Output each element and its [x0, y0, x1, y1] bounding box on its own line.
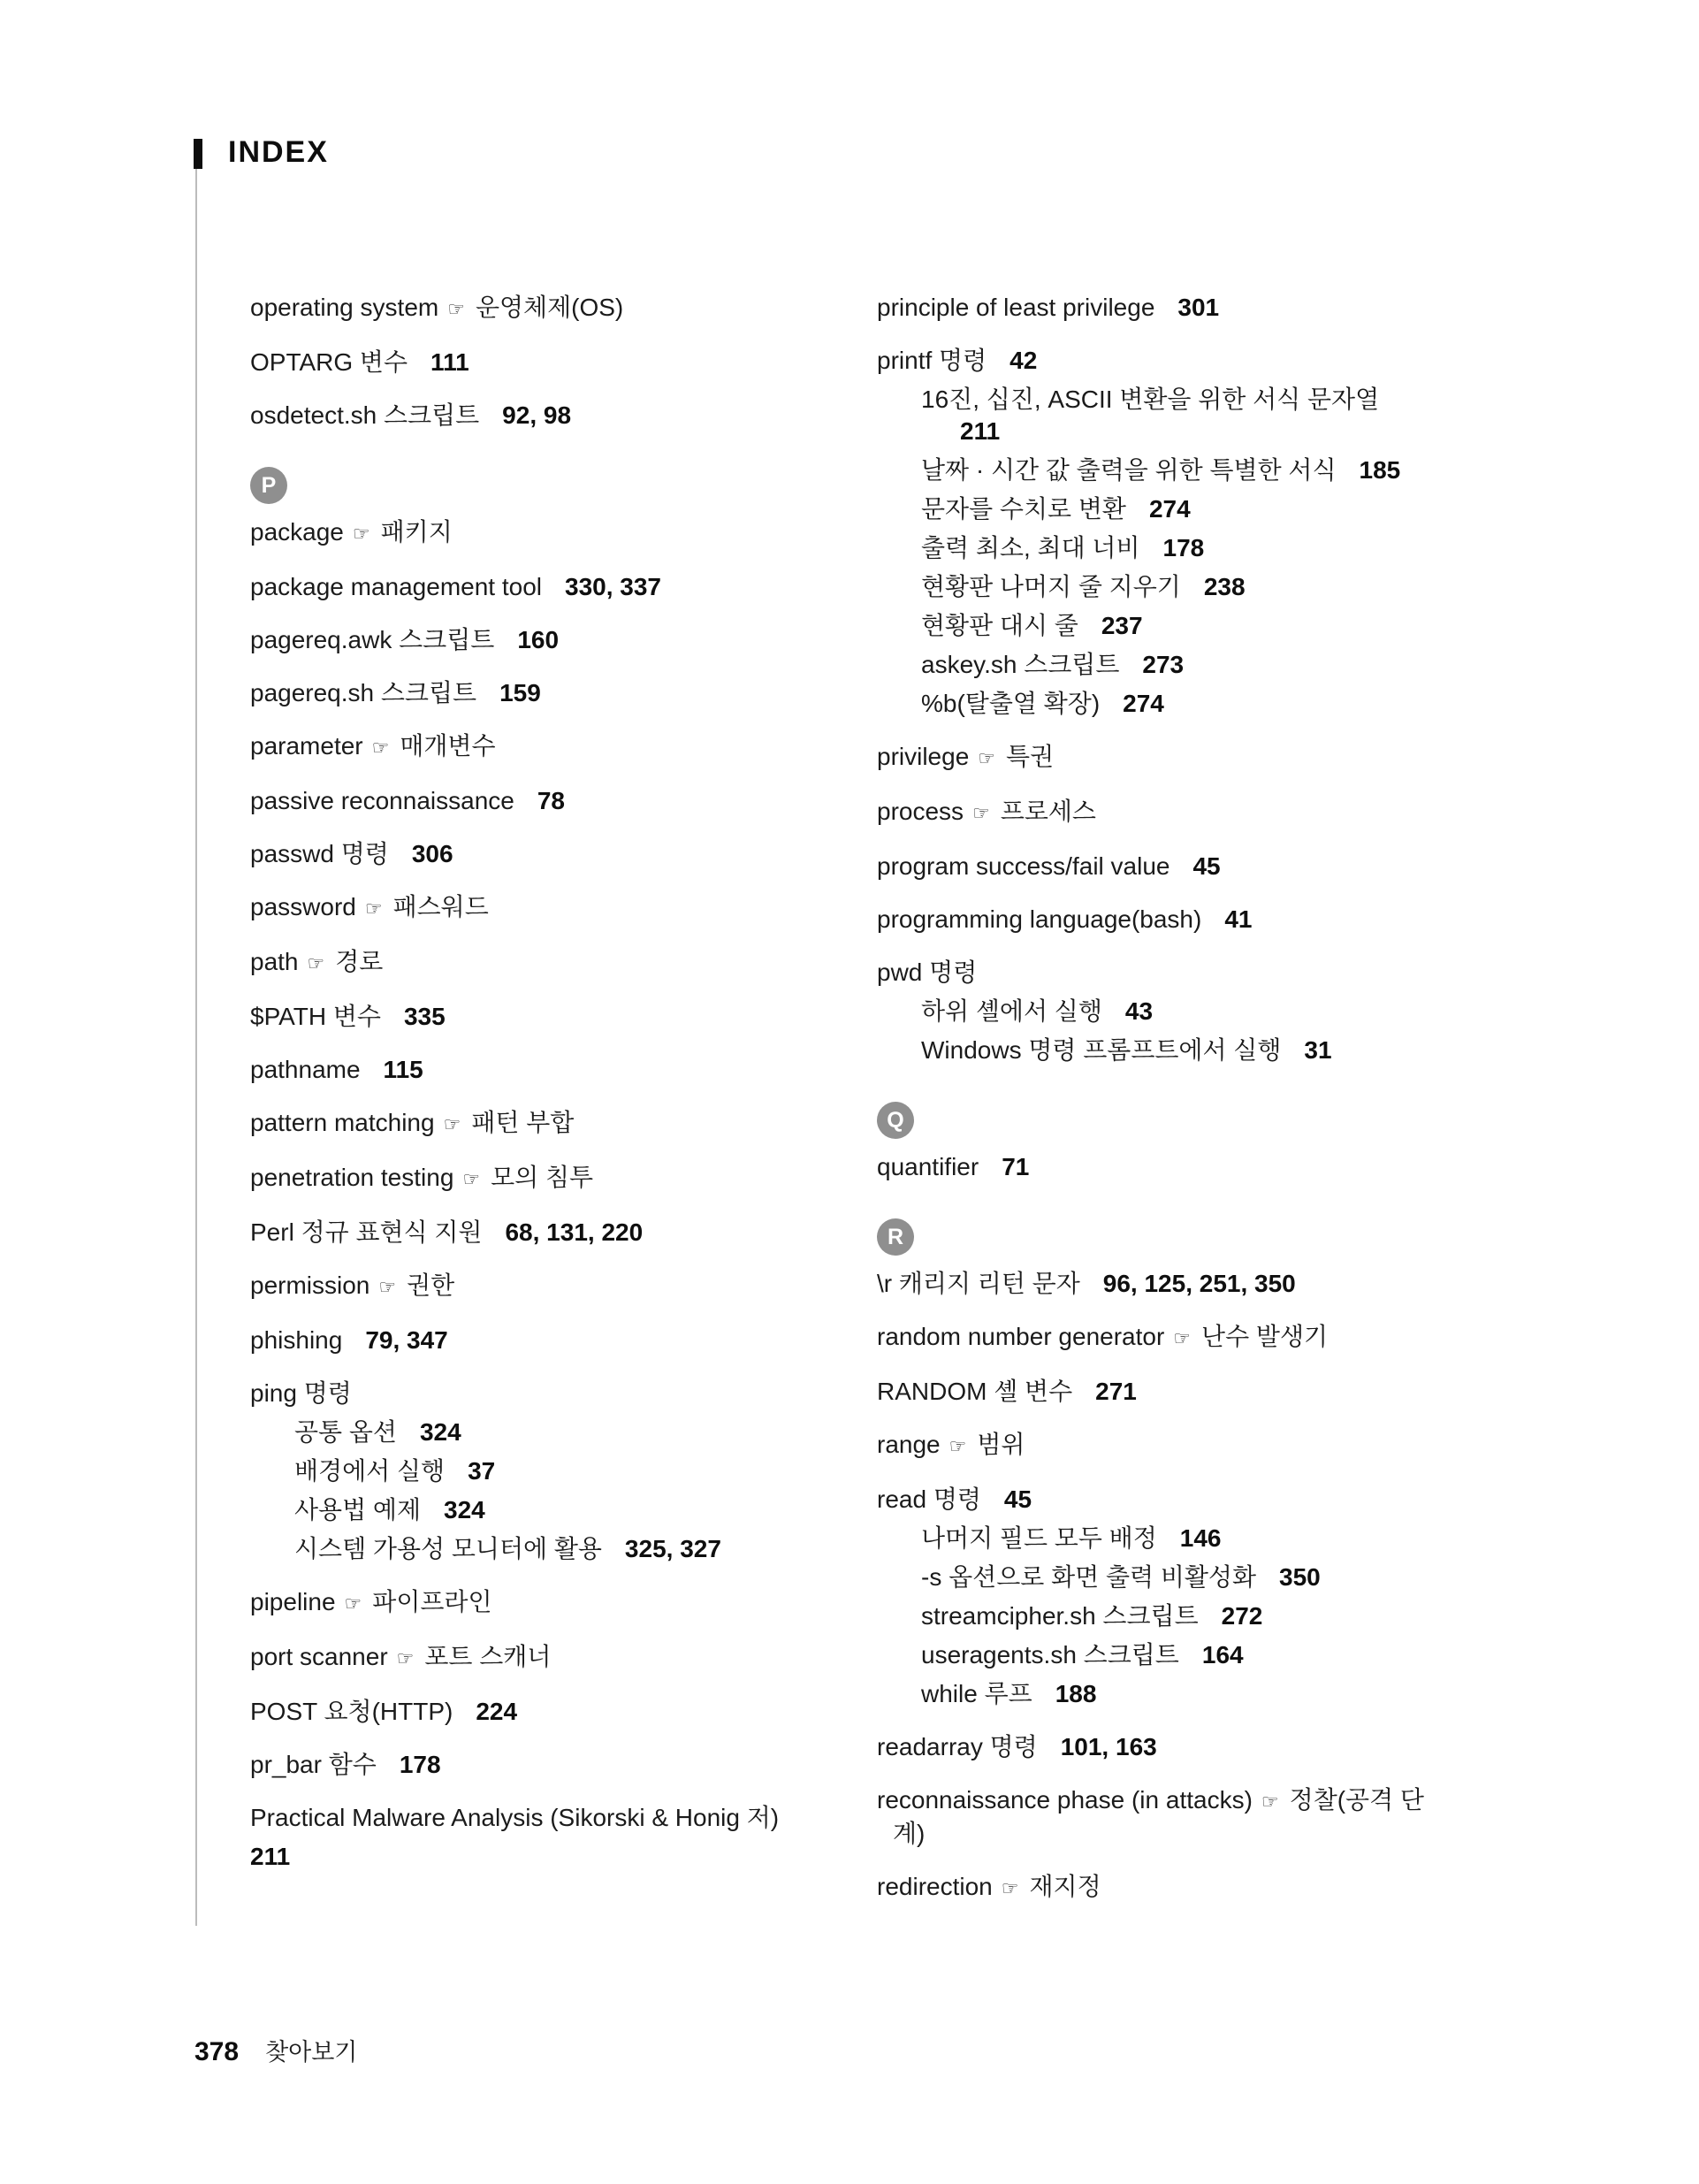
- entry-term: programming language(bash): [877, 905, 1202, 933]
- index-entry: [877, 741, 1429, 775]
- entry-term: POST 요청(HTTP): [250, 1698, 453, 1725]
- index-entry: [250, 1325, 838, 1356]
- cross-ref-icon: ☞: [972, 802, 990, 824]
- entry-pages: 185: [1359, 456, 1401, 484]
- entry-term: OPTARG 변수: [250, 348, 408, 376]
- entry-term: privilege: [877, 743, 970, 770]
- index-entry: [877, 292, 1429, 324]
- index-entry: [250, 1696, 838, 1728]
- subentry-group: [921, 1523, 1429, 1710]
- cross-ref-target: 포트 스캐너: [424, 1643, 552, 1670]
- index-entry: [250, 347, 838, 378]
- index-entry: [250, 1749, 838, 1781]
- entry-pages: 271: [1095, 1378, 1137, 1405]
- index-subentry: [921, 1523, 1429, 1554]
- index-entry: [877, 1268, 1429, 1300]
- index-entry: [877, 904, 1429, 935]
- entry-pages: 211: [960, 417, 1001, 445]
- section-letter: Q: [887, 1107, 904, 1133]
- entry-pages: 31: [1304, 1036, 1332, 1064]
- entry-term: 문자를 수치로 변환: [921, 495, 1126, 523]
- subentry-group: [921, 384, 1429, 720]
- index-entry: [250, 1054, 838, 1086]
- cross-ref-target: 모의 침투: [491, 1164, 594, 1191]
- cross-ref-icon: ☞: [949, 1435, 967, 1457]
- index-entry: [877, 1376, 1429, 1408]
- entry-term: random number generator: [877, 1323, 1165, 1350]
- entry-term: ping 명령: [250, 1379, 352, 1407]
- cross-ref-target: 매개변수: [400, 732, 496, 760]
- section-letter-circle: [877, 1218, 914, 1256]
- subentry-group: [921, 996, 1429, 1066]
- index-subentry: [921, 1678, 1429, 1710]
- entry-term: Practical Malware Analysis (Sikorski & Honig 저): [250, 1804, 780, 1831]
- page-title: INDEX: [228, 135, 329, 169]
- entry-pages: 115: [383, 1056, 423, 1083]
- vertical-rule: [195, 169, 197, 1926]
- entry-term: path: [250, 948, 299, 975]
- entry-pages: 45: [1003, 1485, 1032, 1513]
- entry-term: %b(탈출열 확장): [921, 690, 1101, 717]
- entry-term: Windows 명령 프롬프트에서 실행: [921, 1036, 1282, 1064]
- index-column-right: [877, 292, 1429, 1926]
- entry-pages: 96, 125, 251, 350: [1102, 1270, 1296, 1297]
- cross-ref-target: 파이프라인: [372, 1588, 492, 1615]
- entry-pages: 324: [444, 1496, 485, 1523]
- entry-term: while 루프: [921, 1680, 1032, 1707]
- index-subentry: [921, 1035, 1429, 1066]
- cross-ref-target: 정찰(공격 단계): [893, 1786, 1424, 1847]
- cross-ref-icon: ☞: [344, 1592, 362, 1615]
- entry-term: range: [877, 1431, 941, 1458]
- cross-ref-target: 경로: [335, 948, 384, 975]
- index-entry: [250, 624, 838, 656]
- entry-term: readarray 명령: [877, 1733, 1038, 1760]
- entry-pages: 273: [1142, 651, 1185, 678]
- cross-ref-icon: ☞: [447, 298, 465, 320]
- cross-ref-icon: ☞: [1173, 1327, 1192, 1349]
- cross-ref-target: 재지정: [1029, 1873, 1101, 1900]
- entry-term: 현황판 대시 줄: [921, 612, 1078, 639]
- entry-term: 공통 옵션: [294, 1418, 397, 1446]
- section-letter: P: [261, 472, 277, 498]
- cross-ref-target: 패턴 부합: [471, 1109, 575, 1136]
- entry-pages: 272: [1221, 1602, 1263, 1630]
- entry-term: pagereq.sh 스크립트: [250, 679, 477, 706]
- index-subentry: [921, 1600, 1429, 1632]
- entry-pages: 274: [1123, 690, 1164, 717]
- index-entry: [250, 400, 838, 431]
- entry-pages: 324: [419, 1418, 461, 1446]
- index-entry: [250, 677, 838, 709]
- footer-label: 찾아보기: [265, 2039, 358, 2066]
- entry-term: pwd 명령: [877, 958, 978, 986]
- entry-pages: 146: [1179, 1524, 1222, 1552]
- index-entry: [250, 292, 838, 325]
- section-letter-circle: [250, 467, 287, 504]
- entry-term: -s 옵션으로 화면 출력 비활성화: [921, 1563, 1257, 1591]
- entry-pages: 78: [537, 787, 565, 814]
- entry-term: parameter: [250, 732, 363, 760]
- entry-pages: 188: [1055, 1680, 1097, 1707]
- cross-ref-icon: ☞: [1001, 1877, 1019, 1899]
- index-entry: [250, 1641, 838, 1675]
- index-entry: [877, 957, 1429, 989]
- cross-ref-icon: ☞: [978, 747, 996, 769]
- entry-term: pagereq.awk 스크립트: [250, 626, 495, 653]
- entry-term: phishing: [250, 1326, 343, 1354]
- entry-pages: 43: [1124, 997, 1154, 1025]
- index-subentry: [921, 454, 1429, 486]
- index-entry: [250, 838, 838, 870]
- entry-term: printf 명령: [877, 347, 987, 374]
- index-entry: [877, 345, 1429, 377]
- cross-ref-icon: ☞: [462, 1168, 481, 1190]
- section-letter-circle: [877, 1102, 914, 1139]
- entry-term: package: [250, 518, 344, 546]
- index-entry: [877, 851, 1429, 882]
- entry-term: process: [877, 798, 964, 825]
- entry-pages: 37: [468, 1457, 496, 1485]
- entry-term: 현황판 나머지 줄 지우기: [921, 573, 1181, 600]
- index-subentry: [921, 649, 1429, 681]
- index-entry: [250, 571, 838, 603]
- cross-ref-icon: ☞: [378, 1276, 397, 1298]
- entry-term: pipeline: [250, 1588, 336, 1615]
- cross-ref-icon: ☞: [396, 1647, 415, 1669]
- index-entry: [877, 796, 1429, 829]
- cross-ref-icon: ☞: [364, 897, 383, 920]
- entry-pages: 159: [499, 679, 541, 706]
- entry-pages: 160: [517, 626, 560, 653]
- cross-ref-target: 패스워드: [392, 893, 489, 920]
- entry-term: operating system: [250, 294, 439, 321]
- index-entry: [250, 1107, 838, 1141]
- entry-pages: 335: [403, 1003, 446, 1030]
- entry-pages: 224: [476, 1698, 518, 1725]
- entry-pages: 238: [1203, 573, 1246, 600]
- cross-ref-target: 프로세스: [1000, 798, 1096, 825]
- entry-pages: 111: [430, 348, 469, 376]
- entry-pages: 330, 337: [565, 573, 661, 600]
- index-column-left: [250, 292, 838, 1894]
- entry-term: pathname: [250, 1056, 361, 1083]
- entry-pages: 211: [250, 1843, 291, 1870]
- entry-term: 날짜 · 시간 값 출력을 위한 특별한 서식: [921, 456, 1337, 484]
- index-entry: [877, 1871, 1429, 1905]
- index-entry: [250, 1378, 838, 1409]
- entry-pages: 41: [1224, 905, 1253, 933]
- entry-term: redirection: [877, 1873, 993, 1900]
- entry-pages: 178: [399, 1751, 441, 1778]
- cross-ref-icon: ☞: [352, 523, 370, 545]
- entry-term: Perl 정규 표현식 지원: [250, 1218, 483, 1246]
- entry-term: program success/fail value: [877, 852, 1170, 880]
- entry-term: penetration testing: [250, 1164, 454, 1191]
- entry-pages: 68, 131, 220: [505, 1218, 644, 1246]
- index-entry: [250, 516, 838, 550]
- entry-pages: 178: [1162, 534, 1205, 561]
- index-subentry: [294, 1455, 838, 1487]
- index-entry: [250, 1802, 838, 1834]
- index-subentry: [921, 571, 1429, 603]
- cross-ref-icon: ☞: [371, 737, 390, 759]
- page-footer: [194, 2036, 357, 2068]
- index-entry: [877, 1321, 1429, 1355]
- entry-pages: 71: [1002, 1153, 1030, 1180]
- index-subentry: [921, 996, 1429, 1027]
- cross-ref-target: 난수 발생기: [1201, 1323, 1329, 1350]
- entry-pages: 237: [1101, 612, 1143, 639]
- entry-pages: 42: [1009, 347, 1038, 374]
- index-entry: [250, 730, 838, 764]
- entry-pages: 274: [1148, 495, 1191, 523]
- cross-ref-icon: ☞: [307, 952, 325, 974]
- cross-ref-icon: ☞: [443, 1113, 461, 1135]
- cross-ref-target: 범위: [977, 1431, 1025, 1458]
- entry-term: streamcipher.sh 스크립트: [921, 1602, 1199, 1630]
- section-letter: R: [887, 1224, 904, 1249]
- index-entry: [250, 1162, 838, 1195]
- index-entry: [877, 1731, 1429, 1763]
- entry-pages-line: [250, 1841, 838, 1873]
- cross-ref-target: 특권: [1006, 743, 1055, 770]
- entry-term: password: [250, 893, 356, 920]
- index-subentry: [921, 1639, 1429, 1671]
- index-entry: [877, 1429, 1429, 1462]
- index-entry: [250, 1217, 838, 1249]
- entry-term: RANDOM 셸 변수: [877, 1378, 1073, 1405]
- entry-term: principle of least privilege: [877, 294, 1155, 321]
- cross-ref-target: 패키지: [380, 518, 453, 546]
- entry-pages: 92, 98: [502, 401, 572, 429]
- index-subentry: [921, 610, 1429, 642]
- index-entry: [877, 1151, 1429, 1183]
- entry-term: 배경에서 실행: [294, 1457, 446, 1485]
- entry-term: askey.sh 스크립트: [921, 651, 1120, 678]
- entry-term: osdetect.sh 스크립트: [250, 401, 480, 429]
- entry-pages: 301: [1177, 294, 1220, 321]
- entry-term: pattern matching: [250, 1109, 435, 1136]
- header-accent-bar: [194, 139, 202, 169]
- entry-term: 시스템 가용성 모니터에 활용: [294, 1535, 602, 1562]
- entry-pages: 101, 163: [1060, 1733, 1157, 1760]
- entry-term: passive reconnaissance: [250, 787, 514, 814]
- index-subentry: [921, 688, 1429, 720]
- entry-term: package management tool: [250, 573, 542, 600]
- index-entry: [250, 785, 838, 817]
- index-entry: [250, 1270, 838, 1303]
- index-entry: [877, 1484, 1429, 1516]
- entry-term: port scanner: [250, 1643, 388, 1670]
- entry-term: 하위 셸에서 실행: [921, 997, 1102, 1025]
- index-entry: [250, 891, 838, 925]
- entry-term: 16진, 십진, ASCII 변환을 위한 서식 문자열: [921, 386, 1380, 413]
- index-entry: [877, 1784, 1429, 1850]
- entry-pages: 350: [1279, 1563, 1321, 1591]
- index-subentry: [294, 1533, 838, 1565]
- index-subentry: [921, 493, 1429, 525]
- entry-term: quantifier: [877, 1153, 979, 1180]
- entry-pages: 306: [411, 840, 453, 867]
- index-subentry: [921, 384, 1429, 447]
- entry-term: permission: [250, 1271, 370, 1299]
- entry-pages: 79, 347: [365, 1326, 448, 1354]
- cross-ref-target: 운영체제(OS): [475, 294, 624, 321]
- entry-term: pr_bar 함수: [250, 1751, 377, 1778]
- entry-term: 나머지 필드 모두 배정: [921, 1524, 1157, 1552]
- cross-ref-icon: ☞: [1261, 1791, 1279, 1813]
- index-entry: [250, 1001, 838, 1033]
- index-entry: [250, 946, 838, 980]
- index-subentry: [921, 1562, 1429, 1593]
- index-entry: [250, 1586, 838, 1620]
- entry-term: 사용법 예제: [294, 1496, 422, 1523]
- entry-term: 출력 최소, 최대 너비: [921, 534, 1140, 561]
- entry-term: $PATH 변수: [250, 1003, 381, 1030]
- entry-term: \r 캐리지 리턴 문자: [877, 1270, 1080, 1297]
- entry-term: reconnaissance phase (in attacks): [877, 1786, 1253, 1814]
- cross-ref-target: 권한: [407, 1271, 455, 1299]
- entry-term: passwd 명령: [250, 840, 389, 867]
- index-subentry: [921, 532, 1429, 564]
- page-number: 378: [194, 2037, 240, 2066]
- index-subentry: [294, 1417, 838, 1448]
- entry-pages: 325, 327: [624, 1535, 721, 1562]
- entry-term: useragents.sh 스크립트: [921, 1641, 1179, 1669]
- index-subentry: [294, 1494, 838, 1526]
- entry-pages: 45: [1192, 852, 1221, 880]
- subentry-group: [294, 1417, 838, 1565]
- entry-term: read 명령: [877, 1485, 981, 1513]
- entry-pages: 164: [1201, 1641, 1244, 1669]
